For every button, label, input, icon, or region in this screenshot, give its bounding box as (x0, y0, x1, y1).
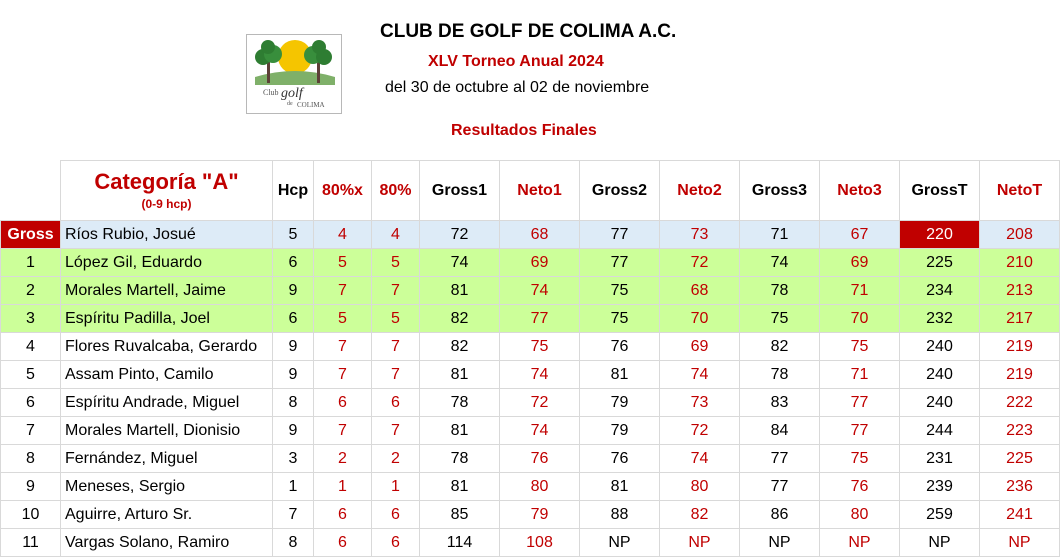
tournament-dates: del 30 de octubre al 02 de noviembre (385, 79, 650, 96)
hcp-cell: 8 (273, 389, 314, 417)
table-row (1, 361, 1060, 389)
svg-text:de: de (287, 101, 293, 107)
column-header: Gross2 (580, 161, 660, 221)
gross3-cell: 77 (740, 445, 820, 473)
gross1-cell: 81 (420, 417, 500, 445)
neto1-cell: 75 (500, 333, 580, 361)
neto1-cell: 108 (500, 529, 580, 557)
neto-total-cell: 219 (980, 361, 1060, 389)
hcp80x-cell: 7 (314, 277, 372, 305)
gross-total-cell: 220 (900, 221, 980, 249)
gross-total-cell: 231 (900, 445, 980, 473)
player-name-cell: Aguirre, Arturo Sr. (61, 501, 273, 529)
neto3-cell: 75 (820, 333, 900, 361)
gross1-cell: 82 (420, 305, 500, 333)
neto2-cell: 72 (660, 249, 740, 277)
neto3-cell: 77 (820, 417, 900, 445)
player-name-cell: Meneses, Sergio (61, 473, 273, 501)
neto-total-cell: 241 (980, 501, 1060, 529)
header-blank-cell (1, 161, 61, 221)
gross-total-cell: 240 (900, 361, 980, 389)
hcp80x-cell: 2 (314, 445, 372, 473)
position-cell: 1 (1, 249, 61, 277)
hcp80-cell: 7 (372, 277, 420, 305)
gross1-cell: 81 (420, 361, 500, 389)
gross3-cell: 86 (740, 501, 820, 529)
neto1-cell: 74 (500, 277, 580, 305)
neto1-cell: 69 (500, 249, 580, 277)
gross1-cell: 78 (420, 389, 500, 417)
neto2-cell: 80 (660, 473, 740, 501)
tournament-title: XLV Torneo Anual 2024 (428, 53, 604, 70)
table-row (1, 249, 1060, 277)
gross3-cell: 71 (740, 221, 820, 249)
svg-text:COLIMA: COLIMA (297, 101, 325, 109)
neto1-cell: 68 (500, 221, 580, 249)
player-name-cell: Fernández, Miguel (61, 445, 273, 473)
gross-total-cell: 240 (900, 389, 980, 417)
hcp80x-cell: 6 (314, 529, 372, 557)
hcp80x-cell: 7 (314, 361, 372, 389)
header-row (1, 161, 1060, 221)
player-name-cell: Morales Martell, Jaime (61, 277, 273, 305)
hcp80x-cell: 5 (314, 249, 372, 277)
gross1-cell: 74 (420, 249, 500, 277)
position-cell: 9 (1, 473, 61, 501)
gross3-cell: 83 (740, 389, 820, 417)
gross-total-cell: 225 (900, 249, 980, 277)
table-row (1, 417, 1060, 445)
neto-total-cell: NP (980, 529, 1060, 557)
gross1-cell: 82 (420, 333, 500, 361)
gross2-cell: 88 (580, 501, 660, 529)
gross-total-cell: 239 (900, 473, 980, 501)
hcp80-cell: 7 (372, 361, 420, 389)
gross2-cell: 81 (580, 361, 660, 389)
neto2-cell: 82 (660, 501, 740, 529)
neto3-cell: 69 (820, 249, 900, 277)
hcp-cell: 9 (273, 417, 314, 445)
club-logo (246, 34, 342, 114)
column-header: Gross3 (740, 161, 820, 221)
position-cell: 6 (1, 389, 61, 417)
hcp80x-cell: 7 (314, 333, 372, 361)
neto3-cell: 70 (820, 305, 900, 333)
gross3-cell: 84 (740, 417, 820, 445)
gross1-cell: 78 (420, 445, 500, 473)
gross-total-cell: 259 (900, 501, 980, 529)
neto-total-cell: 213 (980, 277, 1060, 305)
neto-total-cell: 223 (980, 417, 1060, 445)
gross3-cell: 78 (740, 361, 820, 389)
hcp-cell: 3 (273, 445, 314, 473)
hcp80-cell: 5 (372, 305, 420, 333)
neto-total-cell: 222 (980, 389, 1060, 417)
gross3-cell: 77 (740, 473, 820, 501)
position-cell: 2 (1, 277, 61, 305)
gross-total-cell: 244 (900, 417, 980, 445)
hcp-cell: 9 (273, 361, 314, 389)
hcp80-cell: 5 (372, 249, 420, 277)
gross1-cell: 72 (420, 221, 500, 249)
position-cell: 3 (1, 305, 61, 333)
neto3-cell: 77 (820, 389, 900, 417)
position-cell: 4 (1, 333, 61, 361)
gross1-cell: 81 (420, 277, 500, 305)
neto1-cell: 79 (500, 501, 580, 529)
neto2-cell: 74 (660, 445, 740, 473)
player-name-cell: Espíritu Padilla, Joel (61, 305, 273, 333)
neto1-cell: 80 (500, 473, 580, 501)
hcp-cell: 8 (273, 529, 314, 557)
position-cell: 5 (1, 361, 61, 389)
svg-text:golf: golf (281, 86, 303, 101)
gross3-cell: 82 (740, 333, 820, 361)
results-body (1, 161, 1060, 557)
player-name-cell: López Gil, Eduardo (61, 249, 273, 277)
hcp80-cell: 6 (372, 529, 420, 557)
position-cell: 10 (1, 501, 61, 529)
category-cell (61, 161, 273, 221)
gross2-cell: 76 (580, 333, 660, 361)
hcp80x-cell: 5 (314, 305, 372, 333)
hcp80-cell: 6 (372, 501, 420, 529)
position-cell: 7 (1, 417, 61, 445)
neto3-cell: 76 (820, 473, 900, 501)
gross2-cell: 77 (580, 249, 660, 277)
neto-total-cell: 236 (980, 473, 1060, 501)
gross3-cell: 74 (740, 249, 820, 277)
gross2-cell: 77 (580, 221, 660, 249)
table-row (1, 529, 1060, 557)
column-header: GrossT (900, 161, 980, 221)
gross3-cell: NP (740, 529, 820, 557)
hcp-cell: 6 (273, 305, 314, 333)
neto-total-cell: 225 (980, 445, 1060, 473)
neto2-cell: 69 (660, 333, 740, 361)
neto1-cell: 77 (500, 305, 580, 333)
column-header: Gross1 (420, 161, 500, 221)
hcp80-cell: 4 (372, 221, 420, 249)
gross-total-cell: 234 (900, 277, 980, 305)
neto-total-cell: 217 (980, 305, 1060, 333)
table-row (1, 305, 1060, 333)
hcp-cell: 5 (273, 221, 314, 249)
table-row (1, 445, 1060, 473)
gross2-cell: 76 (580, 445, 660, 473)
gross1-cell: 114 (420, 529, 500, 557)
position-cell: 8 (1, 445, 61, 473)
neto2-cell: 70 (660, 305, 740, 333)
column-header: Neto2 (660, 161, 740, 221)
gross-winner-row (1, 221, 1060, 249)
table-row (1, 473, 1060, 501)
hcp80-cell: 2 (372, 445, 420, 473)
gross2-cell: 79 (580, 389, 660, 417)
neto-total-cell: 210 (980, 249, 1060, 277)
gross2-cell: 75 (580, 305, 660, 333)
gross2-cell: 75 (580, 277, 660, 305)
gross2-cell: 81 (580, 473, 660, 501)
neto3-cell: 80 (820, 501, 900, 529)
gross3-cell: 75 (740, 305, 820, 333)
hcp80-cell: 7 (372, 417, 420, 445)
neto-total-cell: 219 (980, 333, 1060, 361)
neto3-cell: 71 (820, 361, 900, 389)
neto1-cell: 72 (500, 389, 580, 417)
table-row (1, 389, 1060, 417)
hcp80-cell: 6 (372, 389, 420, 417)
hcp80x-cell: 7 (314, 417, 372, 445)
hcp80-cell: 1 (372, 473, 420, 501)
neto3-cell: 67 (820, 221, 900, 249)
results-title: Resultados Finales (451, 122, 597, 139)
gross2-cell: 79 (580, 417, 660, 445)
table-row (1, 277, 1060, 305)
hcp-cell: 7 (273, 501, 314, 529)
gross3-cell: 78 (740, 277, 820, 305)
hcp80x-cell: 4 (314, 221, 372, 249)
neto2-cell: 68 (660, 277, 740, 305)
player-name-cell: Espíritu Andrade, Miguel (61, 389, 273, 417)
column-header: NetoT (980, 161, 1060, 221)
neto2-cell: NP (660, 529, 740, 557)
position-cell: Gross (1, 221, 61, 249)
neto2-cell: 74 (660, 361, 740, 389)
category-range: (0-9 hcp) (141, 197, 192, 211)
neto2-cell: 73 (660, 221, 740, 249)
player-name-cell: Assam Pinto, Camilo (61, 361, 273, 389)
svg-text:Club: Club (263, 88, 279, 97)
neto2-cell: 72 (660, 417, 740, 445)
hcp-cell: 1 (273, 473, 314, 501)
hcp80x-cell: 6 (314, 501, 372, 529)
golf-club-logo-icon (247, 35, 341, 113)
position-cell: 11 (1, 529, 61, 557)
column-header: Neto3 (820, 161, 900, 221)
player-name-cell: Flores Ruvalcaba, Gerardo (61, 333, 273, 361)
hcp-cell: 9 (273, 277, 314, 305)
gross2-cell: NP (580, 529, 660, 557)
neto1-cell: 74 (500, 361, 580, 389)
gross-total-cell: 232 (900, 305, 980, 333)
page-header (0, 0, 1060, 160)
neto-total-cell: 208 (980, 221, 1060, 249)
neto2-cell: 73 (660, 389, 740, 417)
player-name-cell: Morales Martell, Dionisio (61, 417, 273, 445)
player-name-cell: Vargas Solano, Ramiro (61, 529, 273, 557)
neto1-cell: 76 (500, 445, 580, 473)
player-name-cell: Ríos Rubio, Josué (61, 221, 273, 249)
column-header: Hcp (273, 161, 314, 221)
column-header: 80%x (314, 161, 372, 221)
hcp80x-cell: 1 (314, 473, 372, 501)
hcp-cell: 6 (273, 249, 314, 277)
table-row (1, 333, 1060, 361)
neto1-cell: 74 (500, 417, 580, 445)
hcp80-cell: 7 (372, 333, 420, 361)
neto3-cell: NP (820, 529, 900, 557)
hcp-cell: 9 (273, 333, 314, 361)
gross1-cell: 81 (420, 473, 500, 501)
column-header: 80% (372, 161, 420, 221)
neto3-cell: 71 (820, 277, 900, 305)
table-row (1, 501, 1060, 529)
column-header: Neto1 (500, 161, 580, 221)
club-title: CLUB DE GOLF DE COLIMA A.C. (380, 21, 677, 42)
neto3-cell: 75 (820, 445, 900, 473)
gross1-cell: 85 (420, 501, 500, 529)
gross-total-cell: 240 (900, 333, 980, 361)
hcp80x-cell: 6 (314, 389, 372, 417)
results-table (0, 160, 1060, 557)
category-title: Categoría "A" (94, 169, 239, 194)
gross-total-cell: NP (900, 529, 980, 557)
